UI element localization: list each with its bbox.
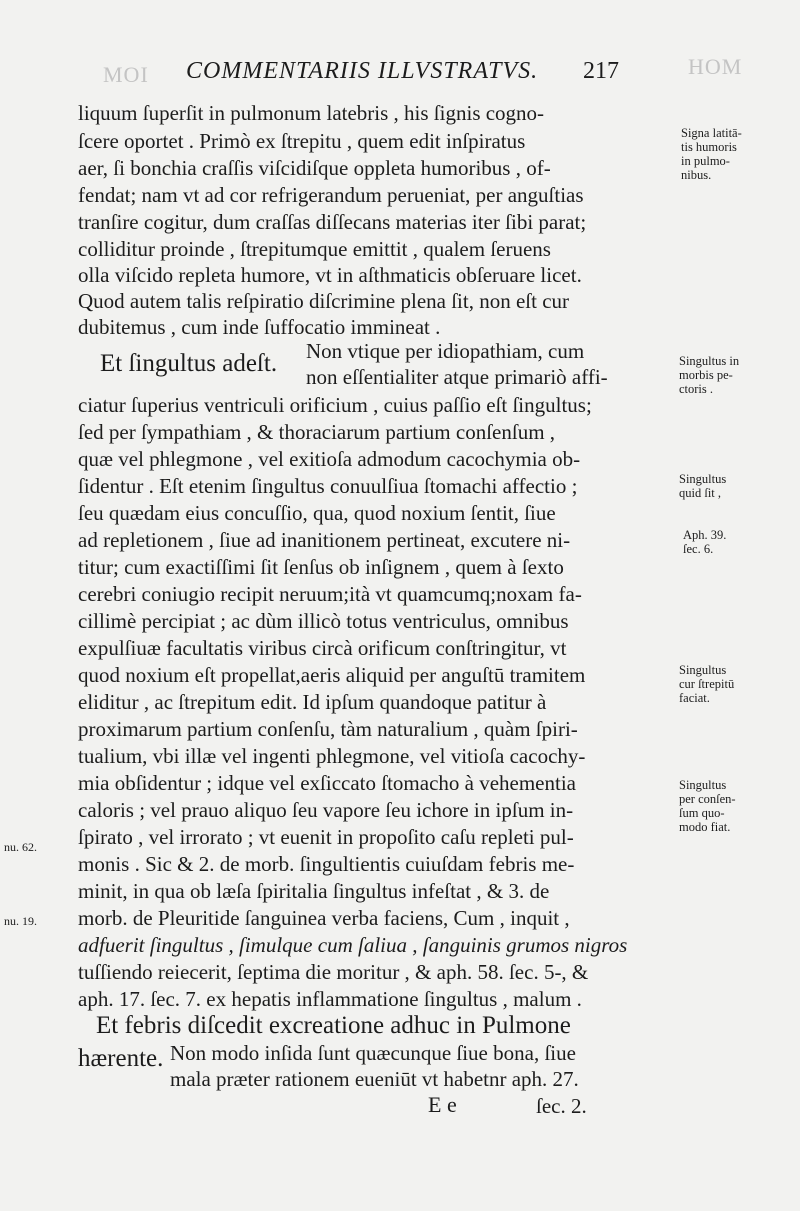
left-margin-note: nu. 62.	[4, 840, 37, 854]
text-line: cerebri coniugio recipit neruum;ità vt quamcumq;noxam fa-	[78, 582, 582, 606]
text-line: dubitemus , cum inde ſuffocatio immineat .	[78, 315, 441, 339]
text-line: morb. de Pleuritide ſanguinea verba faciens, Cum , inquit ,	[78, 906, 570, 930]
text-line: olla viſcido repleta humore, vt in aſthmaticis obſeruare licet.	[78, 263, 582, 287]
text-line: fendat; nam vt ad cor refrigerandum perueniat, per anguſtias	[78, 183, 584, 207]
bleed-through-text-right: HOM	[688, 54, 743, 79]
text-line: ſeu quædam eius concuſſio, qua, quod noxium ſentit, ſiue	[78, 501, 556, 525]
text-line: expulſiuæ facultatis viribus circà orificum conſtringitur, vt	[78, 636, 567, 660]
margin-note: Singultus cur ſtrepitū faciat.	[679, 663, 735, 705]
text-line: tuſſiendo reiecerit, ſeptima die moritur , & aph. 58. ſec. 5-, &	[78, 960, 589, 984]
page-header	[0, 54, 800, 92]
running-head: COMMENTARIIS ILLVSTRATVS.	[186, 58, 539, 84]
text-line: cillimè percipiat ; ac dùm illicò totus ventriculus, omnibus	[78, 609, 569, 633]
text-line: ſcere oportet . Primò ex ſtrepitu , quem edit inſpiratus	[78, 129, 526, 153]
text-line-italic: adfuerit ſingultus , ſimulque cum ſaliua , ſanguinis grumos nigros	[78, 933, 628, 957]
lemma-heading-continued: hærente.	[78, 1045, 164, 1072]
text-line: aer, ſi bonchia craſſis viſcidiſque oppleta humoribus , of-	[78, 156, 551, 180]
catchword: ſec. 2.	[536, 1094, 587, 1118]
text-line: eliditur , ac ſtrepitum edit. Id ipſum quandoque patitur à	[78, 690, 547, 714]
text-line: quod noxium eſt propellat,aeris aliquid per anguſtū tramitem	[78, 663, 586, 687]
page-number: 217	[583, 58, 619, 84]
lemma-heading: Et ſingultus adeſt.	[100, 350, 278, 377]
text-line: non eſſentialiter atque primariò affi-	[306, 365, 608, 389]
text-line: monis . Sic & 2. de morb. ſingultientis cuiuſdam febris me-	[78, 852, 575, 876]
lemma-heading: Et febris diſcedit excreatione adhuc in Pulmone	[96, 1012, 571, 1039]
text-line: ciatur ſuperius ventriculi orificium , cuius paſſio eſt ſingultus;	[78, 393, 592, 417]
text-line: Non modo inſida ſunt quæcunque ſiue bona, ſiue	[170, 1041, 576, 1065]
text-line: liquum ſuperſit in pulmonum latebris , his ſignis cogno-	[78, 101, 545, 125]
text-line: ſpirato , vel irrorato ; vt euenit in propoſito caſu repleti pul-	[78, 825, 574, 849]
text-line: quæ vel phlegmone , vel exitioſa admodum cacochymia ob-	[78, 447, 581, 471]
margin-note: Singultus quid ſit ,	[679, 472, 727, 500]
margin-note: Singultus in morbis pe- ctoris .	[679, 354, 740, 396]
text-line: mala præter rationem eueniūt vt habetnr aph. 27.	[170, 1067, 579, 1091]
margin-note: Singultus per conſen- ſum quo- modo fiat.	[679, 778, 736, 834]
text-line: Quod autem talis reſpiratio diſcrimine plena ſit, non eſt cur	[78, 289, 570, 313]
left-margin-note: nu. 19.	[4, 914, 37, 928]
text-line: mia obſidentur ; idque vel exſiccato ſtomacho à vehementia	[78, 771, 576, 795]
margin-note: Aph. 39. ſec. 6.	[683, 528, 727, 556]
text-line: ſed per ſympathiam , & thoraciarum partium conſenſum ,	[78, 420, 556, 444]
text-line: colliditur proinde , ſtrepitumque emittit , qualem ſeruens	[78, 237, 551, 261]
text-line: titur; cum exactiſſimi ſit ſenſus ob inſignem , quem à ſexto	[78, 555, 564, 579]
text-line: caloris ; vel prauo aliquo ſeu vapore ſeu ichore in ipſum in-	[78, 798, 574, 822]
text-line: aph. 17. ſec. 7. ex hepatis inflammatione ſingultus , malum .	[78, 987, 582, 1011]
text-line: minit, in qua ob læſa ſpiritalia ſingultus infeſtat , & 3. de	[78, 879, 550, 903]
text-line: tranſire cogitur, dum craſſas diſſecans materias iter ſibi parat;	[78, 210, 587, 234]
text-line: tualium, vbi illæ vel ingenti phlegmone, vel vitioſa cacochy-	[78, 744, 586, 768]
text-line: ſidentur . Eſt etenim ſingultus conuulſiua ſtomachi affectio ;	[78, 474, 578, 498]
margin-note: Signa latitā- tis humoris in pulmo- nibus.	[681, 126, 742, 182]
text-line: proximarum partium conſenſu, tàm naturalium , quàm ſpiri-	[78, 717, 578, 741]
text-line: ad repletionem , ſiue ad inanitionem pertineat, excutere ni-	[78, 528, 571, 552]
bleed-through-text-left: MOI	[103, 62, 149, 87]
signature-mark: E e	[428, 1092, 457, 1117]
text-line: Non vtique per idiopathiam, cum	[306, 339, 585, 363]
